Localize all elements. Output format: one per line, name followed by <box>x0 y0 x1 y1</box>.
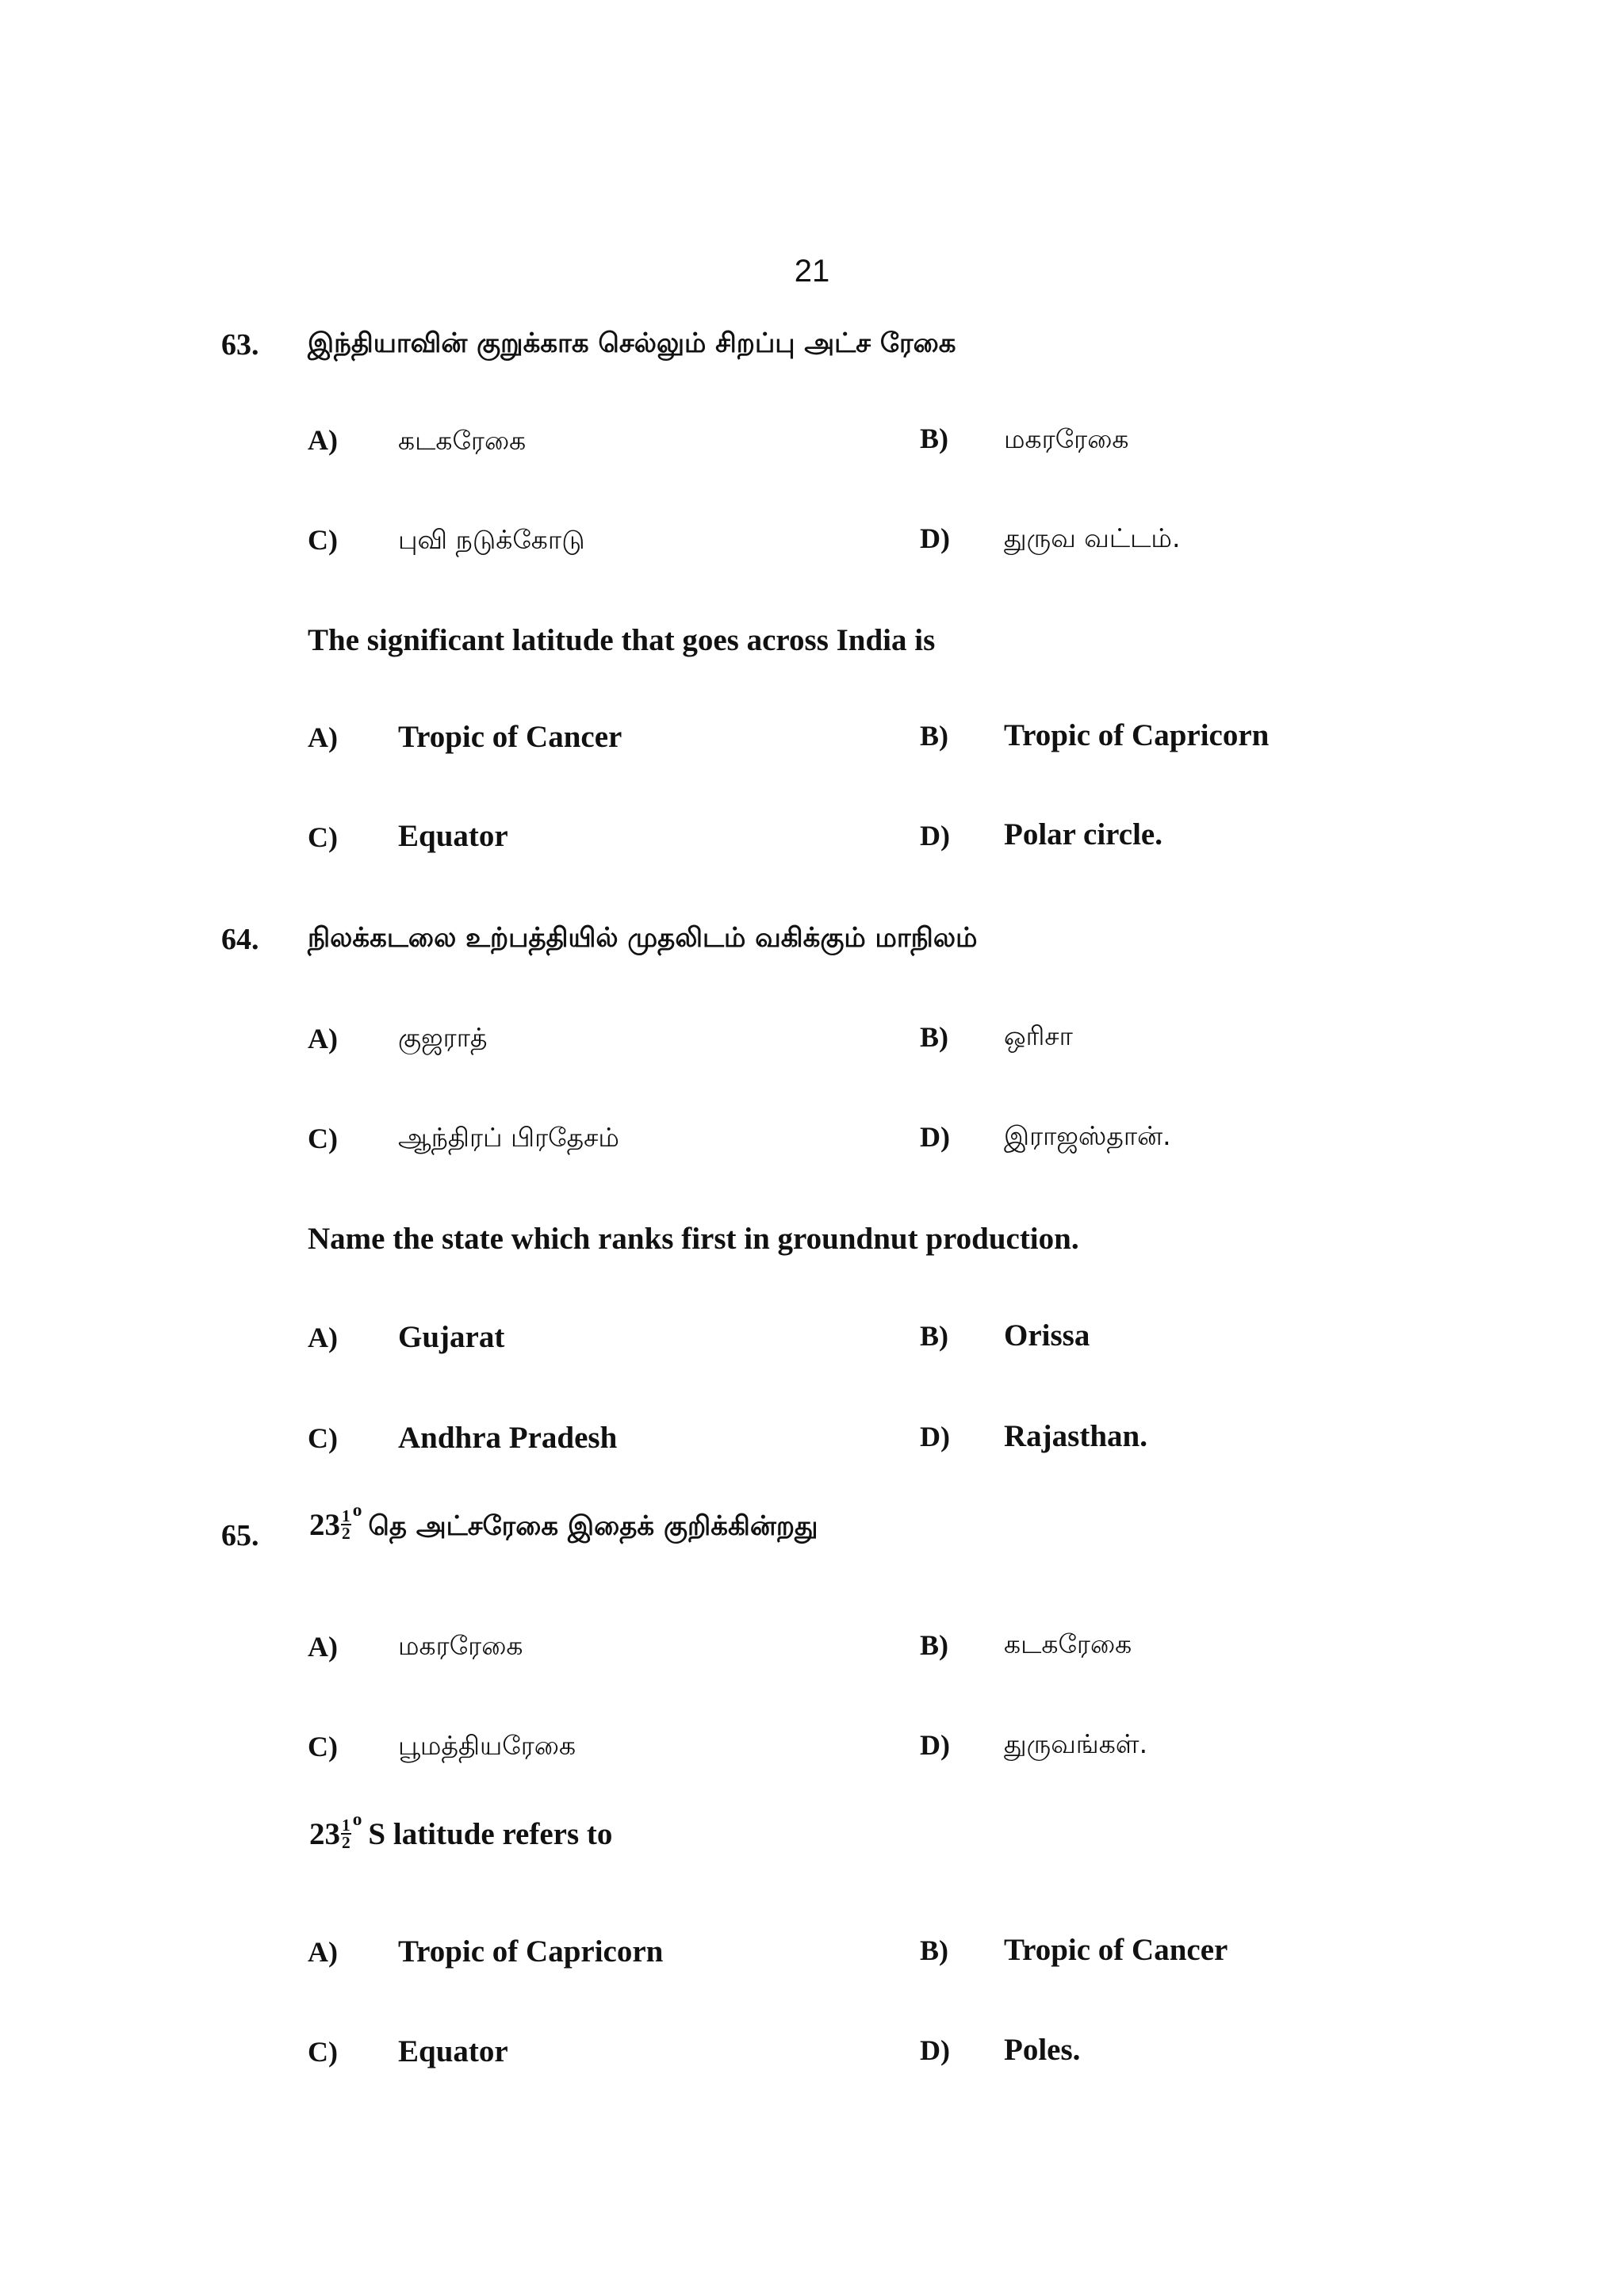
q65-tamil-option-c: பூமத்தியரேகை <box>398 1730 576 1761</box>
q65-english-option-c: Equator <box>398 2034 508 2068</box>
q65-english-degree-sign: o <box>352 1809 362 1830</box>
q63-english-option-d-letter: D) <box>920 820 950 851</box>
q65-tamil-option-a-letter: A) <box>308 1631 338 1663</box>
q63-english-option-c-letter: C) <box>308 821 338 853</box>
q63-english-option-a-letter: A) <box>308 721 338 753</box>
question-65-tamil-text: தெ அட்சரேகை இதைக் குறிக்கின்றது <box>368 1510 818 1542</box>
q63-english-option-d: Polar circle. <box>1004 817 1162 851</box>
q63-english-option-a: Tropic of Cancer <box>398 720 622 754</box>
q65-english-option-d: Poles. <box>1004 2033 1081 2067</box>
q64-tamil-option-c-letter: C) <box>308 1123 338 1154</box>
q65-english-option-b: Tropic of Cancer <box>1004 1933 1228 1967</box>
q65-english-option-a-letter: A) <box>308 1936 338 1968</box>
q65-english-degree-value: 23 <box>309 1817 340 1851</box>
q63-tamil-option-a-letter: A) <box>308 424 338 456</box>
q65-english-option-c-letter: C) <box>308 2036 338 2068</box>
question-number-63: 63. <box>221 328 259 362</box>
q64-tamil-option-b: ஒரிசா <box>1004 1020 1073 1051</box>
q64-english-option-a: Gujarat <box>398 1320 505 1354</box>
q65-tamil-option-a: மகரரேகை <box>398 1630 523 1661</box>
q63-tamil-option-b-letter: B) <box>920 423 948 454</box>
question-65-english-text: S latitude refers to <box>368 1817 613 1851</box>
q63-tamil-option-c-letter: C) <box>308 524 338 556</box>
question-64-tamil-text: நிலக்கடலை உற்பத்தியில் முதலிடம் வகிக்கும் மாநிலம் <box>308 922 978 954</box>
question-65-english-stem <box>309 1809 613 1854</box>
q64-english-option-d: Rajasthan. <box>1004 1419 1147 1453</box>
q63-tamil-option-d: துருவ வட்டம். <box>1004 522 1181 553</box>
question-number-65: 65. <box>221 1519 259 1552</box>
question-63-english-text: The significant latitude that goes across India is <box>308 623 936 657</box>
q64-tamil-option-a: குஜராத் <box>398 1022 488 1053</box>
q65-tamil-option-b: கடகரேகை <box>1004 1628 1132 1659</box>
q64-tamil-option-d: இராஜஸ்தான். <box>1004 1120 1171 1151</box>
q65-english-fraction: $\frac{1}{2}$ <box>342 1815 350 1853</box>
q65-tamil-option-d-letter: D) <box>920 1729 950 1761</box>
q65-english-option-a: Tropic of Capricorn <box>398 1934 664 1969</box>
q65-tamil-degree-value: 23 <box>309 1508 340 1542</box>
q63-tamil-option-a: கடகரேகை <box>398 425 527 456</box>
q65-english-option-b-letter: B) <box>920 1934 948 1966</box>
q63-tamil-option-c: புவி நடுக்கோடு <box>398 524 585 555</box>
q64-english-option-c-letter: C) <box>308 1422 338 1454</box>
q64-english-option-b-letter: B) <box>920 1320 948 1352</box>
q65-tamil-degree-sign: o <box>352 1500 362 1521</box>
q65-english-option-d-letter: D) <box>920 2034 950 2066</box>
q63-english-option-b: Tropic of Capricorn <box>1004 718 1270 752</box>
q63-tamil-option-d-letter: D) <box>920 522 950 554</box>
page-number: 21 <box>794 254 830 289</box>
q65-tamil-fraction: $\frac{1}{2}$ <box>342 1506 350 1544</box>
q64-tamil-option-a-letter: A) <box>308 1023 338 1054</box>
question-65-tamil-stem <box>309 1500 818 1544</box>
q64-tamil-option-c: ஆந்திரப் பிரதேசம் <box>398 1122 619 1153</box>
question-63-tamil-text: இந்தியாவின் குறுக்காக செல்லும் சிறப்பு அட்ச ரேகை <box>308 327 956 359</box>
q65-tamil-option-c-letter: C) <box>308 1731 338 1762</box>
q63-tamil-option-b: மகரரேகை <box>1004 423 1129 454</box>
question-64-english-text: Name the state which ranks first in groundnut production. <box>308 1222 1079 1256</box>
q64-english-option-a-letter: A) <box>308 1322 338 1353</box>
q65-tamil-option-b-letter: B) <box>920 1629 948 1661</box>
q64-tamil-option-d-letter: D) <box>920 1121 950 1153</box>
q64-english-option-b: Orissa <box>1004 1318 1090 1353</box>
q63-english-option-b-letter: B) <box>920 720 948 752</box>
q63-english-option-c: Equator <box>398 819 508 853</box>
question-number-64: 64. <box>221 923 259 956</box>
q64-english-option-d-letter: D) <box>920 1421 950 1452</box>
q64-tamil-option-b-letter: B) <box>920 1021 948 1053</box>
q65-tamil-option-d: துருவங்கள். <box>1004 1728 1148 1759</box>
q64-english-option-c: Andhra Pradesh <box>398 1421 618 1455</box>
